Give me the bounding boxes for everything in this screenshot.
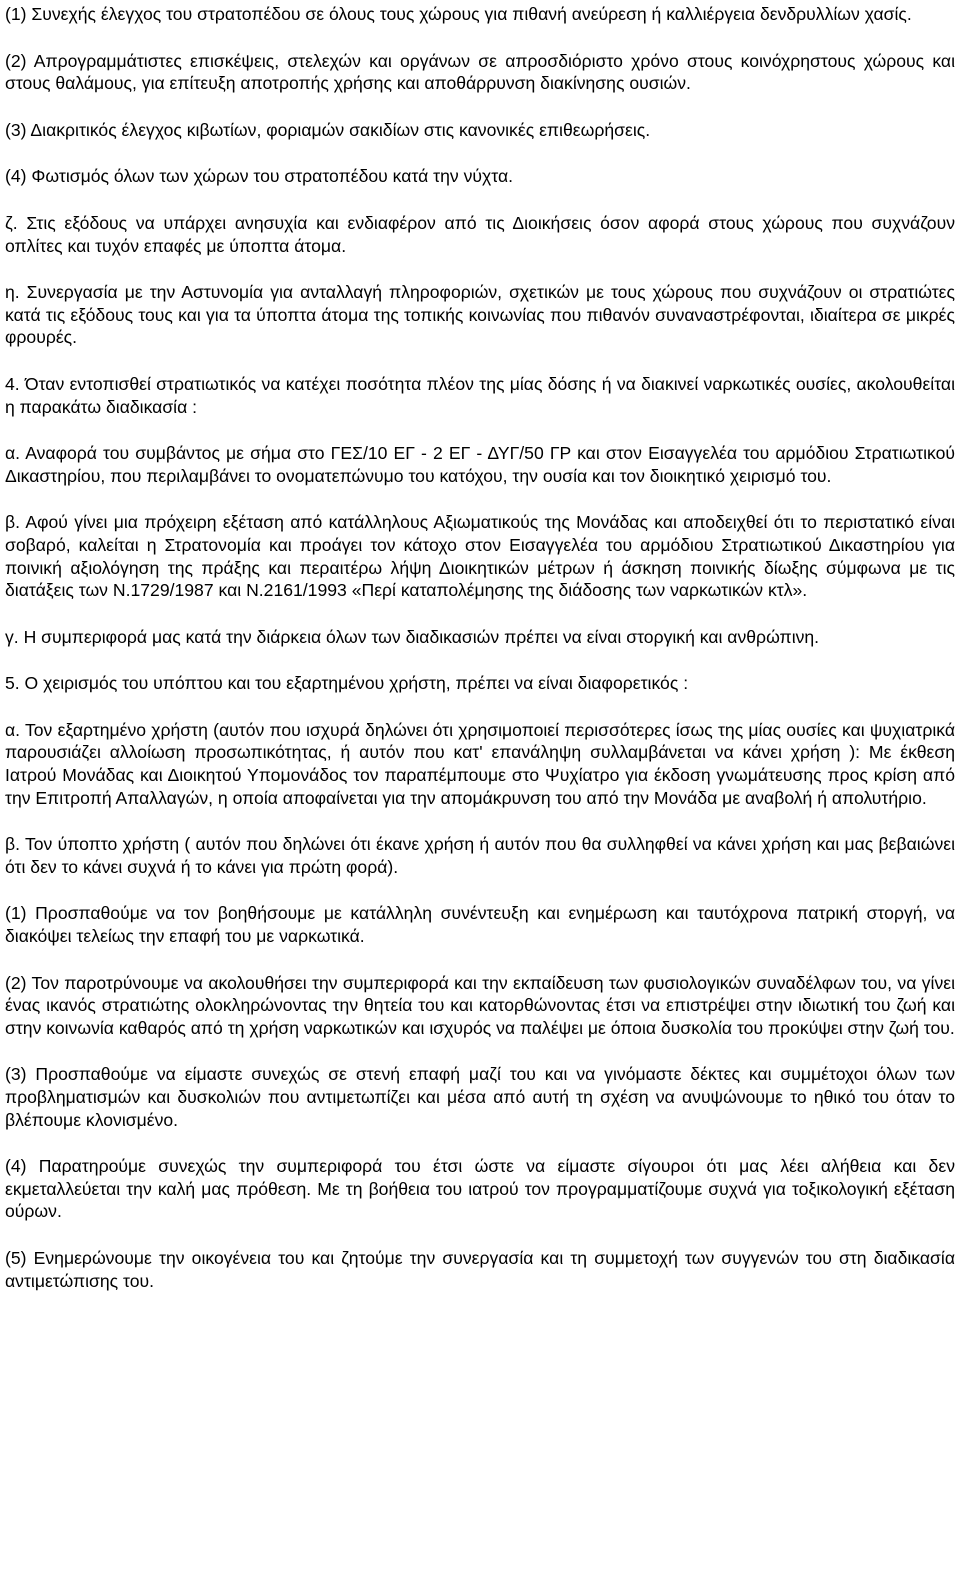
section-5-handling: 5. Ο χειρισμός του υπόπτου και του εξαρτημένου χρήστη, πρέπει να είναι διαφορετικός :	[5, 673, 689, 694]
section-5-alpha-dependent-user: α. Τον εξαρτημένο χρήστη (αυτόν που ισχυρά δηλώνει ότι χρησιμοποιεί περισσότερες ίσως της μίας ουσίες και ψυχιατρικά παρουσιάζει αλλοίωση προσωπικότητας, ή αυτόν που κατ' επανάληψη συλλαμβάνεται να κάνει χρήση ): Με έκθεση Ιατρού Μονάδας και Διοικητού Υπομονάδος τον παραπέμπουμε στο Ψυχίατρο για έκδοση γνωμάτευσης προς κρίση από την Επιτροπή Απαλλαγών, η οποία αποφαίνεται για την απομάκρυνση του από την Μονάδα με αναβολή ή απολυτήριο.	[5, 719, 955, 808]
section-5-item-5-family: (5) Ενημερώνουμε την οικογένεια του και ζητούμε την συνεργασία και τη συμμετοχή των συγγενών του στη διαδικασία αντιμετώπισης του.	[5, 1247, 955, 1291]
section-5-beta-suspect-user: β. Τον ύποπτο χρήστη ( αυτόν που δηλώνει ότι έκανε χρήση ή αυτόν που θα συλληφθεί να κάνει χρήση και μας βεβαιώνει ότι δεν το κάνει συχνά ή το κάνει για πρώτη φορά).	[5, 834, 955, 877]
paragraph-zeta-exits: ζ. Στις εξόδους να υπάρχει ανησυχία και ενδιαφέρον από τις Διοικήσεις όσον αφορά στους χώρους που συχνάζουν οπλίτες και τυχόν επαφές με ύποπτα άτομα.	[5, 212, 955, 256]
section-4-gamma-behavior: γ. Η συμπεριφορά μας κατά την διάρκεια όλων των διαδικασιών πρέπει να είναι στοργική και ανθρώπινη.	[5, 626, 820, 647]
section-5-item-2-encourage: (2) Τον παροτρύνουμε να ακολουθήσει την συμπεριφορά και την εκπαίδευση των φυσιολογικών συναδέλφων του, να γίνει ένας ικανός στρατιώτης ολοκληρώνοντας την θητεία του και κατορθώνοντας έτσι να επιστρέψει στην ιδιωτική του ζωή και στην κοινωνία καθαρός από τη χρήση ναρκωτικών και ισχυρός να παλέψει με όποια δυσκολία του προκύψει στην ζωή του.	[5, 972, 955, 1038]
paragraph-eta-police-cooperation: η. Συνεργασία με την Αστυνομία για ανταλλαγή πληροφοριών, σχετικών με τους χώρους που συχνάζουν οι στρατιώτες κατά τις εξόδους τους και για τα ύποπτα άτομα της τοπικής κοινωνίας που πιθανόν συναναστρέφονται, ιδιαίτερα σε μικρές φρουρές.	[5, 282, 955, 348]
paragraph-1-surveillance-camp: (1) Συνεχής έλεγχος του στρατοπέδου σε όλους τους χώρους για πιθανή ανεύρεση ή καλλιέργεια δενδρυλλίων χασίς.	[5, 4, 912, 24]
section-5-item-3-contact: (3) Προσπαθούμε να είμαστε συνεχώς σε στενή επαφή μαζί του και να γινόμαστε δέκτες και συμμέτοχοι όλων των προβληματισμών και δυσκολιών που αντιμετωπίζει και μέσα από αυτή τη σχέση να ανυψώνουμε το ηθικό του όταν το βλέπουμε κλονισμένο.	[5, 1064, 955, 1130]
section-4-alpha-report: α. Αναφορά του συμβάντος με σήμα στο ΓΕΣ/10 ΕΓ - 2 ΕΓ - ΔΥΓ/50 ΓΡ και στον Εισαγγελέα του αρμόδιου Στρατιωτικού Δικαστηρίου, που περιλαμβάνει το ονοματεπώνυμο του κατόχου, την ουσία και τον διοικητικό χειρισμό του.	[5, 443, 955, 486]
paragraph-4-lighting: (4) Φωτισμός όλων των χώρων του στρατοπέδου κατά την νύχτα.	[5, 166, 514, 187]
paragraph-2-unscheduled-visits: (2) Απρογραμμάτιστες επισκέψεις, στελεχών και οργάνων σε απροσδιόριστο χρόνο στους κοινόχρηστους χώρους και στους θαλάμους, για επίτευξη αποτροπής χρήσης και αποθάρρυνση διακίνησης ουσιών.	[5, 50, 955, 94]
section-4-beta-examination: β. Αφού γίνει μια πρόχειρη εξέταση από κατάλληλους Αξιωματικούς της Μονάδας και αποδειχθεί ότι το περιστατικό είναι σοβαρό, καλείται η Στρατονομία και προάγει τον κάτοχο στον Εισαγγελέα του αρμόδιου Στρατιωτικού Δικαστηρίου για ποινική αξιολόγηση της πράξης και περαιτέρω λήψη Διοικητικών μέτρων ή άσκηση ποινικής δίωξης σύμφωνα με τις διατάξεις των Ν.1729/1987 και Ν.2161/1993 «Περί καταπολέμησης της διάδοσης των ναρκωτικών κτλ».	[5, 512, 955, 601]
document-page	[5, 3, 955, 1292]
section-4-procedure: 4. Όταν εντοπισθεί στρατιωτικός να κατέχει ποσότητα πλέον της μίας δόσης ή να διακινεί ναρκωτικές ουσίες, ακολουθείται η παρακάτω διαδικασία :	[5, 373, 955, 417]
section-5-item-4-observe: (4) Παρατηρούμε συνεχώς την συμπεριφορά του έτσι ώστε να είμαστε σίγουροι ότι μας λέει αλήθεια και δεν εκμεταλλεύεται την καλή μας πρόθεση. Με τη βοήθεια του ιατρού τον προγραμματίζουμε συχνά για τοξικολογική εξέταση ούρων.	[5, 1156, 955, 1222]
paragraph-3-discreet-inspection: (3) Διακριτικός έλεγχος κιβωτίων, φοριαμών σακιδίων στις κανονικές επιθεωρήσεις.	[5, 119, 651, 140]
section-5-item-1-help: (1) Προσπαθούμε να τον βοηθήσουμε με κατάλληλη συνέντευξη και ενημέρωση και ταυτόχρονα πατρική στοργή, να διακόψει τελείως την επαφή του με ναρκωτικά.	[5, 903, 955, 947]
